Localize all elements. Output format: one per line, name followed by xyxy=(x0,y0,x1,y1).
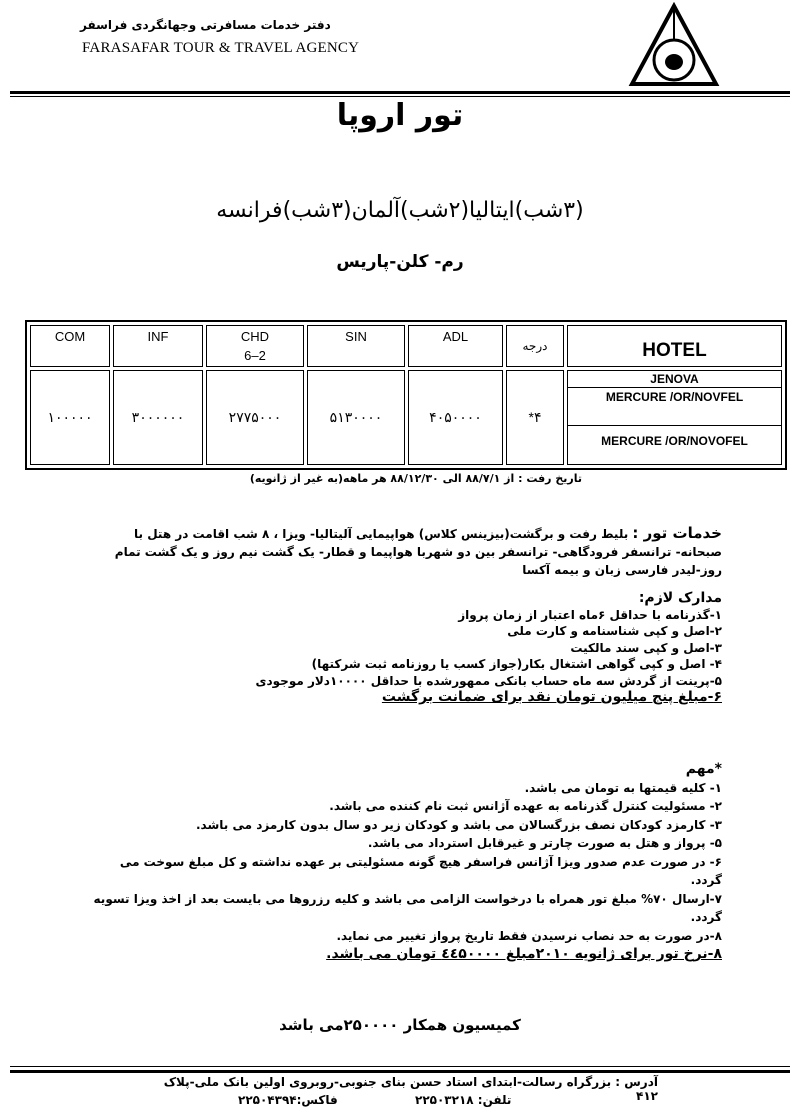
documents-title: مدارک لازم: xyxy=(638,590,722,606)
services-text: بلیط رفت و برگشت(بیزینس کلاس) هواپیمایی آلیتالیا- ویزا ، ۸ شب اقامت در هتل با صبحانه- ترانسفر فرودگاهی- ترانسفر بین دو شهربا هواپیما و قطار- یک گشت نیم روز و یک گشت تمام روز-لیدر فارسی زبان و بیمه آکسا xyxy=(114,527,722,577)
price-chd: ۲۷۷۵۰۰۰ xyxy=(206,370,304,465)
header-rule xyxy=(10,91,790,94)
services-label: خدمات تور : xyxy=(632,524,722,542)
price-table xyxy=(25,320,787,470)
list-item: ۵-پرینت از گردش سه ماه حساب بانکی ممهورشده با حداقل ۱۰۰۰۰دلار موجودی xyxy=(255,673,722,688)
commission-note: کمیسیون همکار ۲۵۰۰۰۰می باشد xyxy=(279,1016,521,1034)
footer-rule-thin xyxy=(10,1066,790,1067)
col-header-hotel: HOTEL xyxy=(567,325,782,367)
col-header-adl: ADL xyxy=(408,325,503,367)
col-header-sin: SIN xyxy=(307,325,405,367)
hotel-degree: *۴ xyxy=(506,370,564,465)
list-item: ۸-در صورت به حد نصاب نرسیدن فقط تاریخ پرواز تغییر می نماید. xyxy=(336,928,722,943)
important-title: *مهم xyxy=(685,761,722,777)
price-sin: ۵۱۳۰۰۰۰ xyxy=(307,370,405,465)
list-item: ۳-اصل و کپی سند مالکیت xyxy=(570,640,722,655)
agency-name-fa: دفتر خدمات مسافرتی وجهانگردی فراسفر xyxy=(80,18,331,32)
col-header-degree: درجه xyxy=(506,325,564,367)
list-item: ۶- در صورت عدم صدور ویزا آژانس فراسفر هیچ گونه مسئولیتی بر عهده نداشته و کل مبلغ سوخت می گردد. xyxy=(119,854,722,887)
footer-address: آدرس : بزرگراه رسالت-ابتدای استاد حسن بنای جنوبی-روبروی اولین بانک ملی-پلاک ۴۱۲ xyxy=(163,1075,658,1103)
hotel-cologne: MERCURE /OR/NOVFEL xyxy=(568,388,781,426)
list-item: ۲-اصل و کپی شناسنامه و کارت ملی xyxy=(507,624,722,638)
footer-fax: فاکس:۲۲۵۰۴۳۹۴ xyxy=(238,1093,338,1107)
required-documents xyxy=(92,590,722,706)
hotel-paris: MERCURE /OR/NOVOFEL xyxy=(601,434,748,448)
list-item: ۷-ارسال ۷۰% مبلغ تور همراه با درخواست الزامی می باشد و کلیه رزروها می بایست بعد از اخذ ویزا تسویه گردد. xyxy=(93,891,722,924)
price-inf: ۳۰۰۰۰۰۰ xyxy=(113,370,203,465)
list-item: ۱-گذرنامه با حداقل ۶ماه اعتبار از زمان پرواز xyxy=(458,607,722,622)
price-adl: ۴۰۵۰۰۰۰ xyxy=(408,370,503,465)
tour-cities: رم- کلن-پاریس xyxy=(336,252,464,272)
departure-dates: تاریخ رفت : از ۸۸/۷/۱ الی ۸۸/۱۲/۳۰ هر ماهه(به غیر از ژانویه) xyxy=(249,472,582,485)
important-notes xyxy=(92,760,722,964)
tour-route: (۳شب)ایتالیا(۲شب)آلمان(۳شب)فرانسه xyxy=(216,198,584,223)
col-header-com: COM xyxy=(30,325,110,367)
footer-rule xyxy=(10,1070,790,1073)
documents-guarantee: ۶-مبلغ پنج میلیون تومان نقد برای ضمانت برگشت xyxy=(381,689,722,705)
hotel-list xyxy=(567,370,782,465)
list-item: ۴- اصل و کپی گواهی اشتغال بکار(جواز کسب یا روزنامه ثبت شرکتها) xyxy=(311,657,722,671)
january-price-note: ۸-نرخ تور برای ژانویه ۲۰۱۰مبلغ ٤٤۵۰۰۰۰ تومان می باشد. xyxy=(326,946,722,962)
chd-label: CHD xyxy=(240,329,270,344)
list-item: ۲- مسئولیت کنترل گذرنامه به عهده آژانس ثبت نام کننده می باشد. xyxy=(329,799,722,813)
col-header-chd xyxy=(206,325,304,367)
chd-age-range: 6–2 xyxy=(244,348,266,363)
footer-phone: تلفن: ۲۲۵۰۳۲۱۸ xyxy=(415,1093,512,1107)
price-com: ۱۰۰۰۰۰ xyxy=(30,370,110,465)
list-item: ۳- کارمزد کودکان نصف بزرگسالان می باشد و کودکان زیر دو سال بدون کارمزد می باشد. xyxy=(195,817,722,832)
header-rule-thin xyxy=(10,96,790,97)
list-item: ۵- پرواز و هتل به صورت چارتر و غیرقابل استرداد می باشد. xyxy=(367,836,722,850)
agency-name-en: FARASAFAR TOUR & TRAVEL AGENCY xyxy=(82,40,360,56)
list-item: ۱- کلیه قیمتها به تومان می باشد. xyxy=(524,780,722,795)
tour-title: تور اروپا xyxy=(336,98,464,133)
tour-services xyxy=(92,524,722,579)
table-row xyxy=(30,370,782,465)
col-header-inf: INF xyxy=(113,325,203,367)
agency-logo xyxy=(624,2,724,90)
hotel-rome: JENOVA xyxy=(568,371,781,388)
